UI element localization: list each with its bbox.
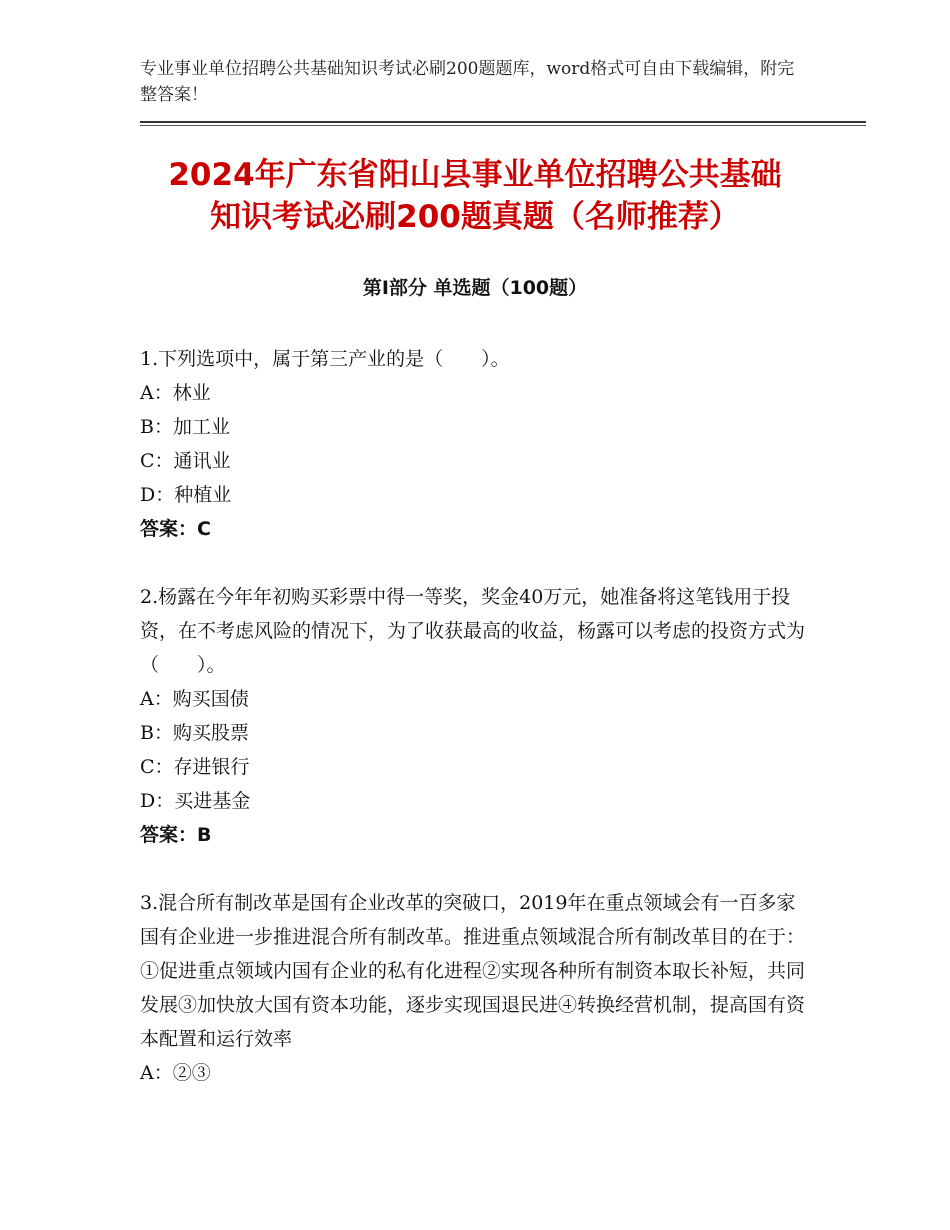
- header-divider-thick: [140, 121, 866, 123]
- document-title-line-1: 2024年广东省阳山县事业单位招聘公共基础: [168, 157, 782, 193]
- question-option-a: A：购买国债: [140, 688, 249, 710]
- question-answer: 答案：C: [140, 518, 211, 540]
- header-divider-thin: [140, 125, 866, 126]
- section-title: 第Ⅰ部分 单选题（100题）: [362, 277, 588, 299]
- question-1: [140, 342, 810, 546]
- question-answer: 答案：B: [140, 824, 212, 846]
- question-option-a: A：林业: [140, 382, 211, 404]
- question-option-b: B：加工业: [140, 416, 230, 438]
- question-option-c: C：通讯业: [140, 450, 231, 472]
- question-list: [140, 342, 810, 1124]
- document-title-line-2: 知识考试必刷200题真题（名师推荐）: [210, 199, 740, 235]
- question-option-d: D：买进基金: [140, 790, 251, 812]
- question-stem: 2.杨露在今年年初购买彩票中得一等奖，奖金40万元，她准备将这笔钱用于投资，在不考虑风险的情况下，为了收获最高的收益，杨露可以考虑的投资方式为（ ）。: [140, 586, 806, 676]
- question-option-b: B：购买股票: [140, 722, 249, 744]
- question-option-c: C：存进银行: [140, 756, 250, 778]
- question-3: [140, 886, 810, 1090]
- question-stem: 1.下列选项中，属于第三产业的是（ ）。: [140, 348, 510, 370]
- document-title: [60, 154, 890, 238]
- question-stem: 3.混合所有制改革是国有企业改革的突破口，2019年在重点领域会有一百多家国有企业进一步推进混合所有制改革。推进重点领域混合所有制改革目的在于：①促进重点领域内国有企业的私有化进程②实现各种所有制资本取长补短，共同发展③加快放大国有资本功能，逐步实现国退民进④转换经营机制，提高国有资本配置和运行效率: [140, 892, 806, 1050]
- question-2: [140, 580, 810, 852]
- question-option-a: A：②③: [140, 1062, 211, 1084]
- question-option-d: D：种植业: [140, 484, 232, 506]
- header-note: 专业事业单位招聘公共基础知识考试必刷200题题库，word格式可自由下载编辑，附完整答案！: [140, 59, 795, 105]
